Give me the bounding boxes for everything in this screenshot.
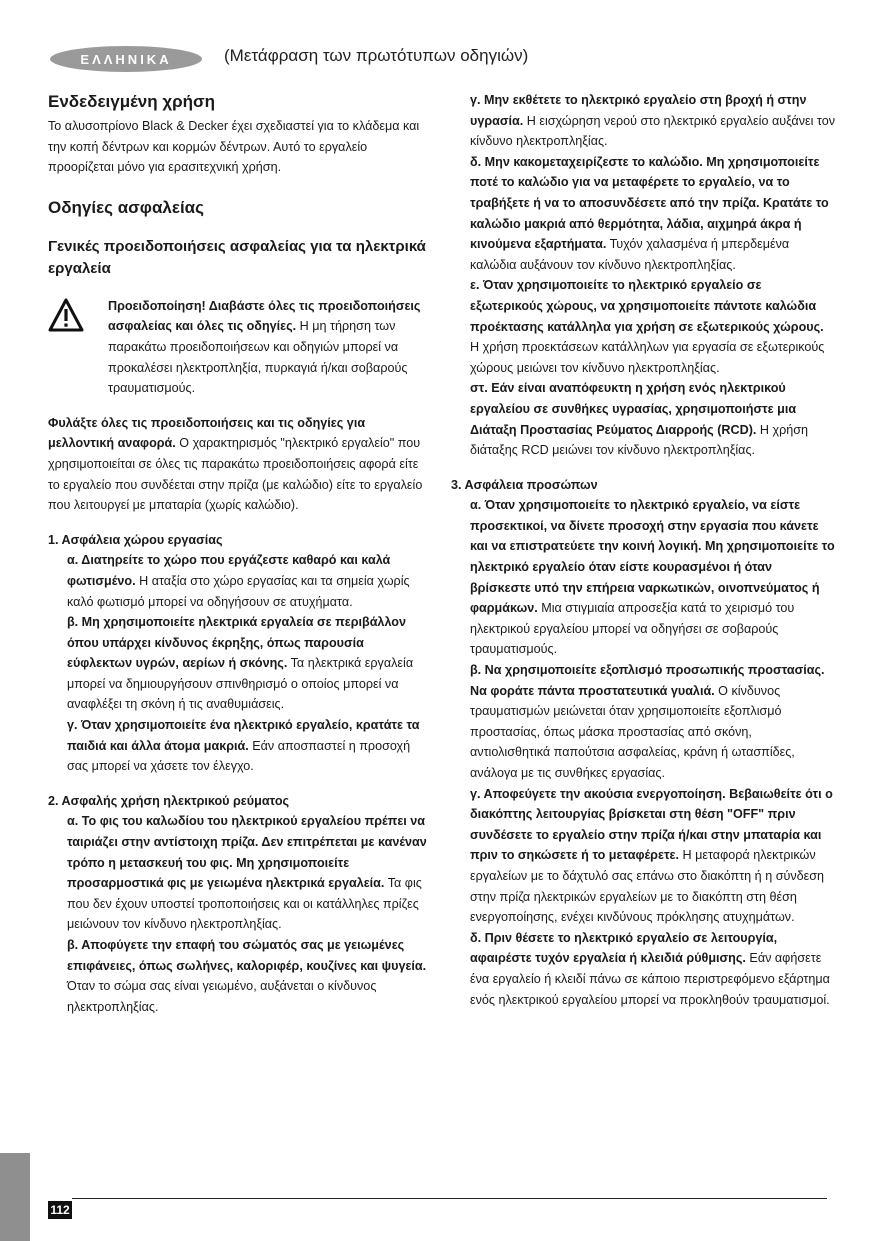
electrical-item-b <box>67 935 428 1017</box>
work-area-item-b <box>67 612 428 715</box>
electrical-item-d <box>470 152 835 276</box>
keep-body: Ο χαρακτηρισμός "ηλεκτρικό εργαλείο" που χρησιμοποιείται σε όλες τις παρακάτω προειδοποιήσεις αφορά είτε το εργαλείο που συνδέεται στην πρίζα (με καλώδιο) είτε το εργαλείο που λειτουργεί με μπαταρία (χωρίς καλώδιο). <box>48 436 423 513</box>
item-bold: β. Αποφύγετε την επαφή του σώματός σας με γειωμένες επιφάνειες, όπως σωλήνες, καλοριφέρ, κουζίνες και ψυγεία. <box>67 938 427 973</box>
item-bold: α. Όταν χρησιμοποιείτε το ηλεκτρικό εργαλείο, να είστε προσεκτικοί, να δίνετε προσοχή στην εργασία που κάνετε και να επιστρατεύετε την κοινή λογική. Μη χρησιμοποιείτε το ηλεκτρικό εργαλείο όταν είστε κουρασμένοι ή όταν βρίσκεστε υπό την επήρεια ναρκωτικών, οινοπνεύματος ή φαρμάκων. <box>470 498 835 616</box>
safety-heading: Οδηγίες ασφαλείας <box>48 197 204 217</box>
language-badge: ΕΛΛΗΝΙΚΑ <box>50 46 202 72</box>
electrical-item-f <box>470 378 835 460</box>
electrical-heading: 2. Ασφαλής χρήση ηλεκτρικού ρεύματος <box>48 793 290 808</box>
personal-item-a <box>470 495 835 660</box>
item-bold: α. Το φις του καλωδίου του ηλεκτρικού εργαλείου πρέπει να ταιριάζει στην αντίστοιχη πρίζα. Δεν επιτρέπεται με κανέναν τρόπο η μετασκευή του φις. Μη χρησιμοποιείτε προσαρμοστικά φις με γειωμένα ηλεκτρικά εργαλεία. <box>67 814 427 891</box>
item-bold: γ. Αποφεύγετε την ακούσια ενεργοποίηση. Βεβαιωθείτε ότι ο διακόπτης λειτουργίας βρίσκεται στη θέση "OFF" πριν συνδέσετε το εργαλείο στην πρίζα ή/και στην μπαταρία και πριν το σηκώσετε ή το μεταφέρετε. <box>470 786 833 863</box>
work-area-item-a <box>67 550 428 612</box>
intended-use-heading: Ενδεδειγμένη χρήση <box>48 92 216 111</box>
left-column <box>48 90 428 1017</box>
keep-bold: Φυλάξτε όλες τις προειδοποιήσεις και τις οδηγίες για μελλοντική αναφορά. <box>48 415 366 451</box>
warning-triangle-icon <box>48 298 84 332</box>
item-body: Ο κίνδυνος τραυματισμών μειώνεται όταν χρησιμοποιείτε εξοπλισμό προστασίας, όπως μάσκα προστασίας από σκόνη, αντιολισθητικά παπούτσια ασφαλείας, κράνη ή ωτασπίδες, ανάλογα με τις συνθήκες εργασίας. <box>470 683 795 780</box>
translation-subtitle: (Μετάφραση των πρωτότυπων οδηγιών) <box>224 46 529 65</box>
electrical-item-c <box>470 90 835 152</box>
item-bold: ε. Όταν χρησιμοποιείτε το ηλεκτρικό εργαλείο σε εξωτερικούς χώρους, να χρησιμοποιείτε πάντοτε καλώδια προέκτασης κατάλληλα για χρήση σε εξωτερικούς χώρους. <box>470 278 824 334</box>
personal-heading: 3. Ασφάλεια προσώπων <box>451 477 598 492</box>
item-bold: γ. Μην εκθέτετε το ηλεκτρικό εργαλείο στη βροχή ή στην υγρασία. <box>470 93 807 128</box>
item-bold: β. Να χρησιμοποιείτε εξοπλισμό προσωπικής προστασίας. Να φοράτε πάντα προστατευτικά γυαλιά. <box>470 663 825 698</box>
right-column <box>451 90 835 1010</box>
work-area-heading: 1. Ασφάλεια χώρου εργασίας <box>48 532 223 547</box>
keep-instructions <box>48 413 428 516</box>
item-body: Η μεταφορά ηλεκτρικών εργαλείων με το δάχτυλό σας επάνω στο διακόπτη ή η σύνδεση στην πρίζα ηλεκτρικών εργαλείων με το διακόπτη στη θέση ενεργοποίησης, ενέχει κινδύνους πρόκλησης ατυχημάτων. <box>470 848 825 925</box>
work-area-item-c <box>67 715 428 777</box>
warning-text <box>108 296 428 399</box>
page-number: 112 <box>48 1201 72 1219</box>
item-body: Η χρήση διάταξης RCD μειώνει τον κίνδυνο ηλεκτροπληξίας. <box>470 422 809 458</box>
item-body: Τα ηλεκτρικά εργαλεία μπορεί να δημιουργήσουν σπινθηρισμό ο οποίος μπορεί να αναφλέξει τη σκόνη ή τις αναθυμιάσεις. <box>67 656 414 712</box>
side-color-tab <box>0 1153 30 1241</box>
item-body: Η εισχώρηση νερού στο ηλεκτρικό εργαλείο αυξάνει τον κίνδυνο ηλεκτροπληξίας. <box>470 113 836 149</box>
personal-item-c <box>470 784 835 928</box>
warning-bold: Προειδοποίηση! Διαβάστε όλες τις προειδοποιήσεις ασφαλείας και όλες τις οδηγίες. <box>108 298 421 334</box>
item-bold: β. Μη χρησιμοποιείτε ηλεκτρικά εργαλεία σε περιβάλλον όπου υπάρχει κίνδυνος έκρηξης, όπως παρουσία εύφλεκτων υγρών, αερίων ή σκόνης. <box>67 615 406 671</box>
item-bold: α. Διατηρείτε το χώρο που εργάζεστε καθαρό και καλά φωτισμένο. <box>67 553 391 588</box>
item-body: Εάν αφήσετε ένα εργαλείο ή κλειδί πάνω σε κάποιο περιστρεφόμενο εξάρτημα ενός ηλεκτρικού εργαλείου μπορεί να προκληθούν τραυματισμοί. <box>470 951 830 1007</box>
personal-item-d <box>470 928 835 1010</box>
electrical-item-e <box>470 275 835 378</box>
warning-block <box>48 296 428 399</box>
item-bold: δ. Πριν θέσετε το ηλεκτρικό εργαλείο σε λειτουργία, αφαιρέστε τυχόν εργαλεία ή κλειδιά ρύθμισης. <box>470 930 778 966</box>
intended-use-text: Το αλυσοπρίονο Black & Decker έχει σχεδιαστεί για το κλάδεμα και την κοπή δέντρων και κορμών δέντρων. Αυτό το εργαλείο προορίζεται μόνο για ερασιτεχνική χρήση. <box>48 119 420 175</box>
item-body: Η αταξία στο χώρο εργασίας και τα σημεία χωρίς καλό φωτισμό μπορεί να οδηγήσουν σε ατυχήματα. <box>67 573 410 609</box>
item-body: Μια στιγμιαία απροσεξία κατά το χειρισμό του ηλεκτρικού εργαλείου μπορεί να οδηγήσει σε σοβαρούς τραυματισμούς. <box>470 601 795 657</box>
item-bold: δ. Μην κακομεταχειρίζεστε το καλώδιο. Μη χρησιμοποιείτε ποτέ το καλώδιο για να μεταφέρετε το εργαλείο, να το τραβήξετε ή να το αποσυνδέσετε από την πρίζα. Κρατάτε το καλώδιο μακριά από θερμότητα, λάδια, αιχμηρά άκρα ή κινούμενα εξαρτήματα. <box>470 154 829 252</box>
warning-body: Η μη τήρηση των παρακάτω προειδοποιήσεων και οδηγιών μπορεί να προκαλέσει ηλεκτροπληξία, πυρκαγιά ή/και σοβαρούς τραυματισμούς. <box>108 319 408 396</box>
general-safety-heading: Γενικές προειδοποιήσεις ασφαλείας για τα ηλεκτρικά εργαλεία <box>48 237 426 277</box>
item-bold: γ. Όταν χρησιμοποιείτε ένα ηλεκτρικό εργαλείο, κρατάτε τα παιδιά και άλλα άτομα μακριά. <box>67 718 420 753</box>
item-body: Τυχόν χαλασμένα ή μπερδεμένα καλώδια αυξάνουν τον κίνδυνο ηλεκτροπληξίας. <box>470 237 790 272</box>
item-body: Εάν αποσπαστεί η προσοχή σας μπορεί να χάσετε τον έλεγχο. <box>67 738 411 774</box>
item-body: Τα φις που δεν έχουν υποστεί τροποποιήσεις και οι κατάλληλες πρίζες μειώνουν τον κίνδυνο ηλεκτροπληξίας. <box>67 876 422 932</box>
item-body: Όταν το σώμα σας είναι γειωμένο, αυξάνεται ο κίνδυνος ηλεκτροπληξίας. <box>67 979 377 1014</box>
electrical-item-a <box>67 811 428 935</box>
item-body: Η χρήση προεκτάσεων κατάλληλων για εργασία σε εξωτερικούς χώρους μειώνει τον κίνδυνο ηλεκτροπληξίας. <box>470 340 825 375</box>
item-bold: στ. Εάν είναι αναπόφευκτη η χρήση ενός ηλεκτρικού εργαλείου σε συνθήκες υγρασίας, χρησιμοποιήστε μια Διάταξη Προστασίας Ρεύματος Διαρροής (RCD). <box>470 381 797 437</box>
personal-item-b <box>470 660 835 784</box>
footer-rule <box>72 1198 827 1199</box>
